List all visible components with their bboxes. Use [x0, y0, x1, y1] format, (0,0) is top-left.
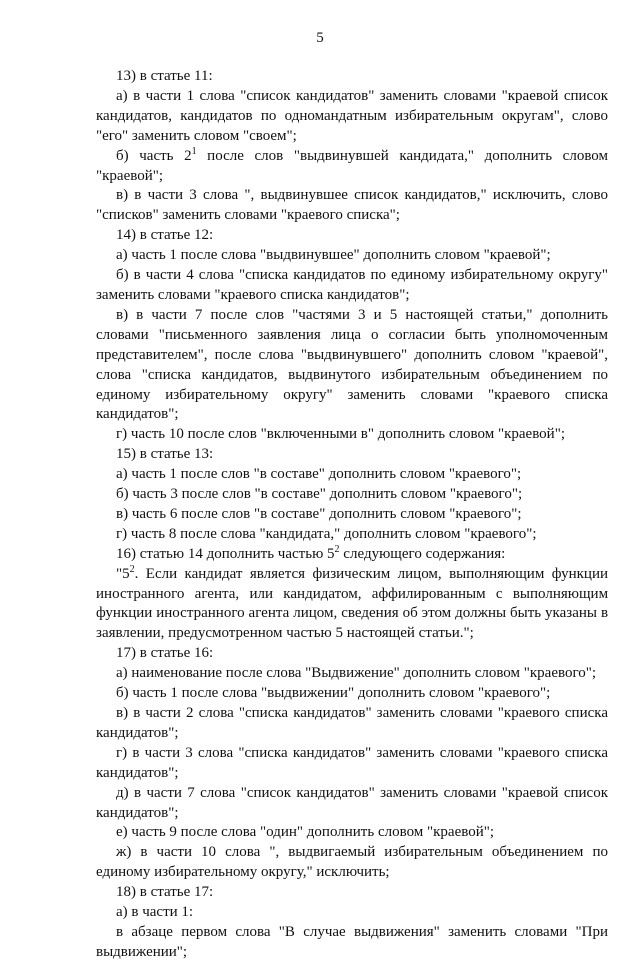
paragraph: г) в части 3 слова "списка кандидатов" заменить словами "краевого списка кандидатов";: [96, 744, 608, 781]
superscript: 2: [334, 543, 340, 555]
paragraph: б) в части 4 слова "списка кандидатов по единому избирательному округу" заменить словами "краевого списка кандидатов";: [96, 267, 608, 303]
paragraph: в) в части 7 после слов "частями 3 и 5 настоящей статьи," дополнить словами "письменного заявления лица о согласии быть уполномоченным представителем", после слова "выдвинувшего" дополнить словом "краевой", слова "списка кандидатов, выдвинутого избирательным объединением по единому избирательному округу" заменить словами "краевого списка кандидатов";: [96, 306, 608, 423]
paragraph: 13) в статье 11:: [116, 68, 213, 84]
superscript: 2: [129, 563, 135, 575]
paragraph: д) в части 7 слова "список кандидатов" заменить словами "краевой список кандидатов";: [96, 784, 608, 821]
paragraph: г) часть 8 после слова "кандидата," дополнить словом "краевого";: [116, 525, 537, 542]
paragraph: а) в части 1 слова "список кандидатов" заменить словами "краевой список кандидатов, кандидатов по одномандатным избирательным округам", слово "его" заменить словом "своем";: [96, 87, 608, 144]
page-number: 5: [316, 30, 324, 46]
paragraph: "$5^2$. Если кандидат является физическим лицом, выполняющим функции иностранного агента, или кандидатом, аффилированным с выполняющим функции иностранного агента лицом, сведения об этом должны быть указаны в заявлении, предусмотренном частью 5 настоящей статьи.";: [96, 563, 609, 642]
superscript: 1: [191, 145, 197, 157]
paragraph: в) в части 2 слова "списка кандидатов" заменить словами "краевого списка кандидатов";: [96, 705, 608, 741]
paragraph: ж) в части 10 слова ", выдвигаемый избирательным объединением по единому избирательному округу," исключить;: [96, 844, 608, 881]
paragraph: г) часть 10 после слов "включенными в" дополнить словом "краевой";: [116, 426, 566, 443]
paragraph: а) часть 1 после слов "в составе" дополнить словом "краевого";: [116, 466, 522, 483]
document-body: [96, 67, 608, 963]
paragraph: 15) в статье 13:: [116, 446, 214, 463]
paragraph: б) часть 3 после слов "в составе" дополнить словом "краевого";: [116, 486, 523, 503]
paragraph: в абзаце первом слова "В случае выдвижения" заменить словами "При выдвижении";: [96, 923, 608, 960]
paragraph: а) в части 1:: [116, 904, 194, 921]
paragraph: б) часть 1 после слова "выдвижении" дополнить словом "краевого";: [116, 685, 551, 702]
paragraph: в) часть 6 после слов "в составе" дополнить словом "краевого";: [116, 505, 522, 522]
paragraph: а) часть 1 после слова "выдвинувшее" дополнить словом "краевой";: [116, 247, 551, 264]
paragraph: в) в части 3 слова ", выдвинувшее список кандидатов," исключить, слово "списков" заменить словами "краевого списка";: [96, 187, 608, 224]
paragraph: 17) в статье 16:: [116, 645, 214, 662]
paragraph: 16) статью 14 дополнить частью $5^2$ следующего содержания:: [116, 543, 506, 562]
paragraph: е) часть 9 после слова "один" дополнить словом "краевой";: [116, 824, 495, 841]
paragraph: 14) в статье 12:: [116, 227, 214, 244]
paragraph: а) наименование после слова "Выдвижение" дополнить словом "краевого";: [116, 665, 597, 682]
paragraph: 18) в статье 17:: [116, 884, 214, 901]
paragraph: б) часть $2^1$ после слов "выдвинувшей кандидата," дополнить словом "краевой";: [96, 145, 609, 184]
